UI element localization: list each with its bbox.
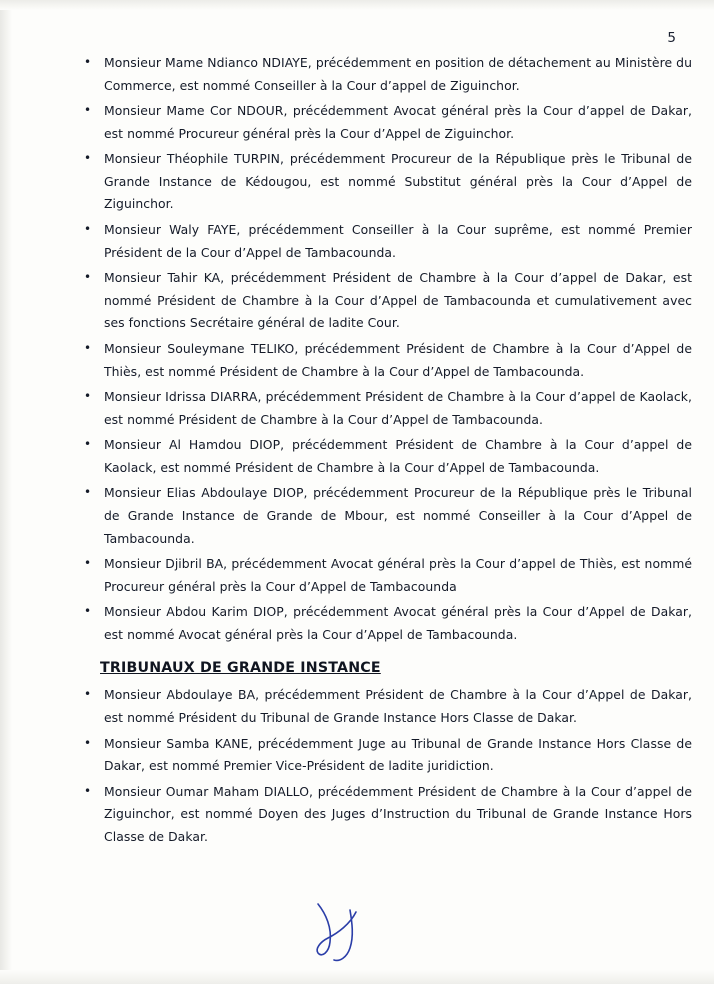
list-item: • Monsieur Djibril BA, précédemment Avocat général près la Cour d’appel de Thiès, est nommé Procureur général près la Cour d’Appel de Tambacounda xyxy=(78,553,692,598)
list-item: • Monsieur Samba KANE, précédemment Juge au Tribunal de Grande Instance Hors Classe de Dakar, est nommé Premier Vice-Président de ladite juridiction. xyxy=(78,733,692,778)
document-body xyxy=(78,52,692,852)
list-item: • Monsieur Abdou Karim DIOP, précédemment Avocat général près la Cour d’Appel de Dakar, est nommé Avocat général près la Cour d’Appel de Tambacounda. xyxy=(78,601,692,646)
list-item: • Monsieur Mame Ndianco NDIAYE, précédemment en position de détachement au Ministère du Commerce, est nommé Conseiller à la Cour d’appel de Ziguinchor. xyxy=(78,52,692,97)
list-item: • Monsieur Théophile TURPIN, précédemment Procureur de la République près le Tribunal de Grande Instance de Kédougou, est nommé Substitut général près la Cour d’Appel de Ziguinchor. xyxy=(78,148,692,216)
scan-edge-top xyxy=(0,0,714,10)
list-item: • Monsieur Al Hamdou DIOP, précédemment Président de Chambre à la Cour d’appel de Kaolack, est nommé Président de Chambre à la Cour d’Appel de Tambacounda. xyxy=(78,434,692,479)
list-item: • Monsieur Abdoulaye BA, précédemment Président de Chambre à la Cour d’Appel de Dakar, est nommé Président du Tribunal de Grande Instance Hors Classe de Dakar. xyxy=(78,684,692,729)
list-item: • Monsieur Tahir KA, précédemment Président de Chambre à la Cour d’appel de Dakar, est nommé Président de Chambre à la Cour d’Appel de Tambacounda et cumulativement avec ses fonctions Secrétaire général de ladite Cour. xyxy=(78,267,692,335)
page-number: 5 xyxy=(667,30,676,46)
appointments-list-cours-appel xyxy=(78,52,692,646)
list-item: • Monsieur Idrissa DIARRA, précédemment Président de Chambre à la Cour d’appel de Kaolack, est nommé Président de Chambre à la Cour d’Appel de Tambacounda. xyxy=(78,386,692,431)
section-heading: TRIBUNAUX DE GRANDE INSTANCE xyxy=(100,660,381,677)
handwritten-signature-icon xyxy=(300,900,380,970)
list-item: • Monsieur Souleymane TELIKO, précédemment Président de Chambre à la Cour d’Appel de Thiès, est nommé Président de Chambre à la Cour d’Appel de Tambacounda. xyxy=(78,338,692,383)
list-item: • Monsieur Waly FAYE, précédemment Conseiller à la Cour suprême, est nommé Premier Président de la Cour d’Appel de Tambacounda. xyxy=(78,219,692,264)
scan-edge-left xyxy=(0,0,12,984)
scan-edge-bottom xyxy=(0,970,714,984)
list-item: • Monsieur Elias Abdoulaye DIOP, précédemment Procureur de la République près le Tribunal de Grande Instance de Grande de Mbour, est nommé Conseiller à la Cour d’Appel de Tambacounda. xyxy=(78,482,692,550)
list-item: • Monsieur Mame Cor NDOUR, précédemment Avocat général près la Cour d’appel de Dakar, est nommé Procureur général près la Cour d’Appel de Ziguinchor. xyxy=(78,100,692,145)
appointments-list-tribunaux xyxy=(78,684,692,848)
list-item: • Monsieur Oumar Maham DIALLO, précédemment Président de Chambre à la Cour d’appel de Ziguinchor, est nommé Doyen des Juges d’Instruction du Tribunal de Grande Instance Hors Classe de Dakar. xyxy=(78,781,692,849)
